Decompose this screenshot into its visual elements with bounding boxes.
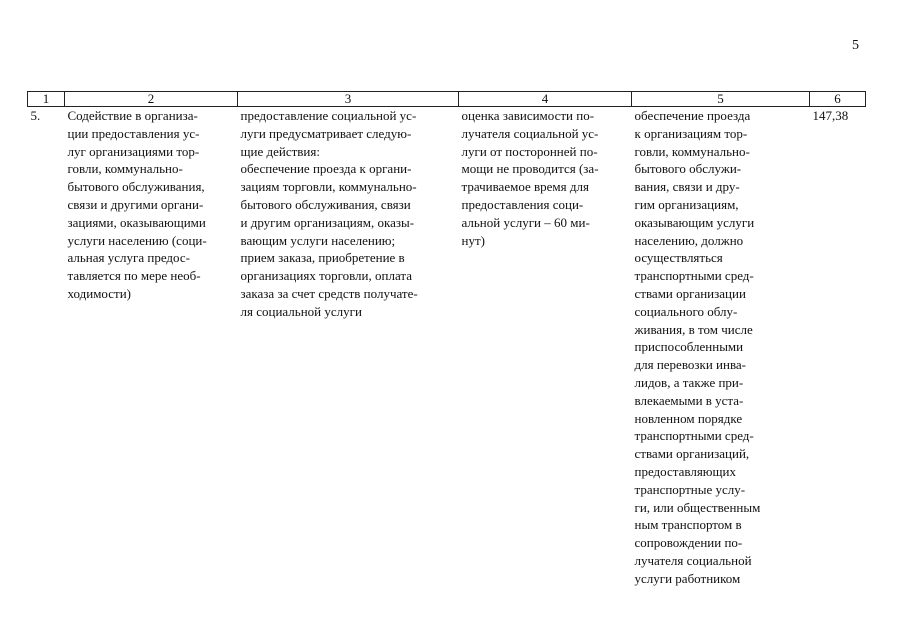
text-line: ги, или общественным [634, 499, 761, 515]
text-line: прием заказа, приобретение в [240, 250, 405, 266]
text-line: к организациям тор- [634, 125, 748, 141]
page-number: 5 [852, 38, 859, 53]
text-line: нут) [461, 232, 485, 248]
text-line: ствами организации [634, 285, 746, 301]
text-line: зациям торговли, коммунально- [240, 179, 417, 195]
text-line: обеспечение проезда к органи- [240, 161, 412, 177]
text-line: ным транспортом в [634, 517, 742, 533]
text-line: ля социальной услуги [240, 303, 362, 319]
service-name-cell [65, 107, 238, 588]
header-col-2: 2 [65, 92, 238, 107]
dependency-assessment-cell [459, 107, 632, 588]
header-col-5: 5 [632, 92, 810, 107]
text-line: ции предоставления ус- [67, 125, 200, 141]
text-line: транспортные услу- [634, 481, 746, 497]
row-number: 5. [30, 108, 41, 123]
text-line: предоставления соци- [461, 196, 584, 212]
header-col-6: 6 [810, 92, 866, 107]
text-line: ствами организаций, [634, 446, 750, 462]
text-line: предоставляющих [634, 463, 736, 479]
text-line: лучателя социальной ус- [461, 125, 599, 141]
text-line: щие действия: [240, 143, 320, 159]
text-line: населению, должно [634, 232, 744, 248]
header-col-3: 3 [238, 92, 459, 107]
text-line: оценка зависимости по- [461, 108, 595, 123]
services-table [27, 91, 866, 588]
text-line: тавляется по мере необ- [67, 268, 201, 284]
text-line: влекаемыми в уста- [634, 392, 744, 408]
text-line: живания, в том числе [634, 321, 753, 337]
text-line: организациях торговли, оплата [240, 268, 412, 284]
text-line: говли, коммунально- [67, 161, 183, 177]
text-line: Содействие в организа- [67, 108, 198, 123]
tariff-cell: 147,38 [812, 108, 849, 123]
conditions-cell [632, 107, 810, 588]
text-line: лучателя социальной [634, 552, 752, 568]
table-header-row [28, 92, 866, 107]
header-col-4: 4 [459, 92, 632, 107]
text-line: луги от посторонней по- [461, 143, 598, 159]
text-line: обеспечение проезда [634, 108, 751, 123]
text-line: и другим организациям, оказы- [240, 214, 415, 230]
text-line: сопровождении по- [634, 535, 743, 551]
text-line: бытового обслуживания, связи [240, 196, 411, 212]
text-line: социального облу- [634, 303, 738, 319]
service-description-cell [238, 107, 459, 588]
text-line: лидов, а также при- [634, 374, 744, 390]
table-row [28, 107, 866, 588]
text-line: транспортными сред- [634, 428, 754, 444]
text-line: мощи не проводится (за- [461, 161, 599, 177]
text-line: альная услуга предос- [67, 250, 190, 266]
text-line: луг организациями тор- [67, 143, 200, 159]
text-line: вающим услуги населению; [240, 232, 396, 248]
text-line: заказа за счет средств получате- [240, 285, 418, 301]
text-line: предоставление социальной ус- [240, 108, 417, 123]
text-line: новленном порядке [634, 410, 743, 426]
text-line: осуществляться [634, 250, 723, 266]
text-line: связи и другими органи- [67, 196, 204, 212]
text-line: луги предусматривает следую- [240, 125, 412, 141]
header-col-1: 1 [28, 92, 65, 107]
text-line: ходимости) [67, 285, 131, 301]
text-line: услуги населению (соци- [67, 232, 207, 248]
text-line: альной услуги – 60 ми- [461, 214, 590, 230]
text-line: гим организациям, [634, 196, 739, 212]
text-line: услуги работником [634, 570, 741, 586]
text-line: транспортными сред- [634, 268, 754, 284]
text-line: вания, связи и дру- [634, 179, 740, 195]
text-line: трачиваемое время для [461, 179, 589, 195]
text-line: приспособленными [634, 339, 744, 355]
text-line: бытового обслуживания, [67, 179, 205, 195]
text-line: оказывающим услуги [634, 214, 755, 230]
text-line: говли, коммунально- [634, 143, 750, 159]
text-line: зациями, оказывающими [67, 214, 206, 230]
text-line: бытового обслужи- [634, 161, 742, 177]
text-line: для перевозки инва- [634, 357, 747, 373]
